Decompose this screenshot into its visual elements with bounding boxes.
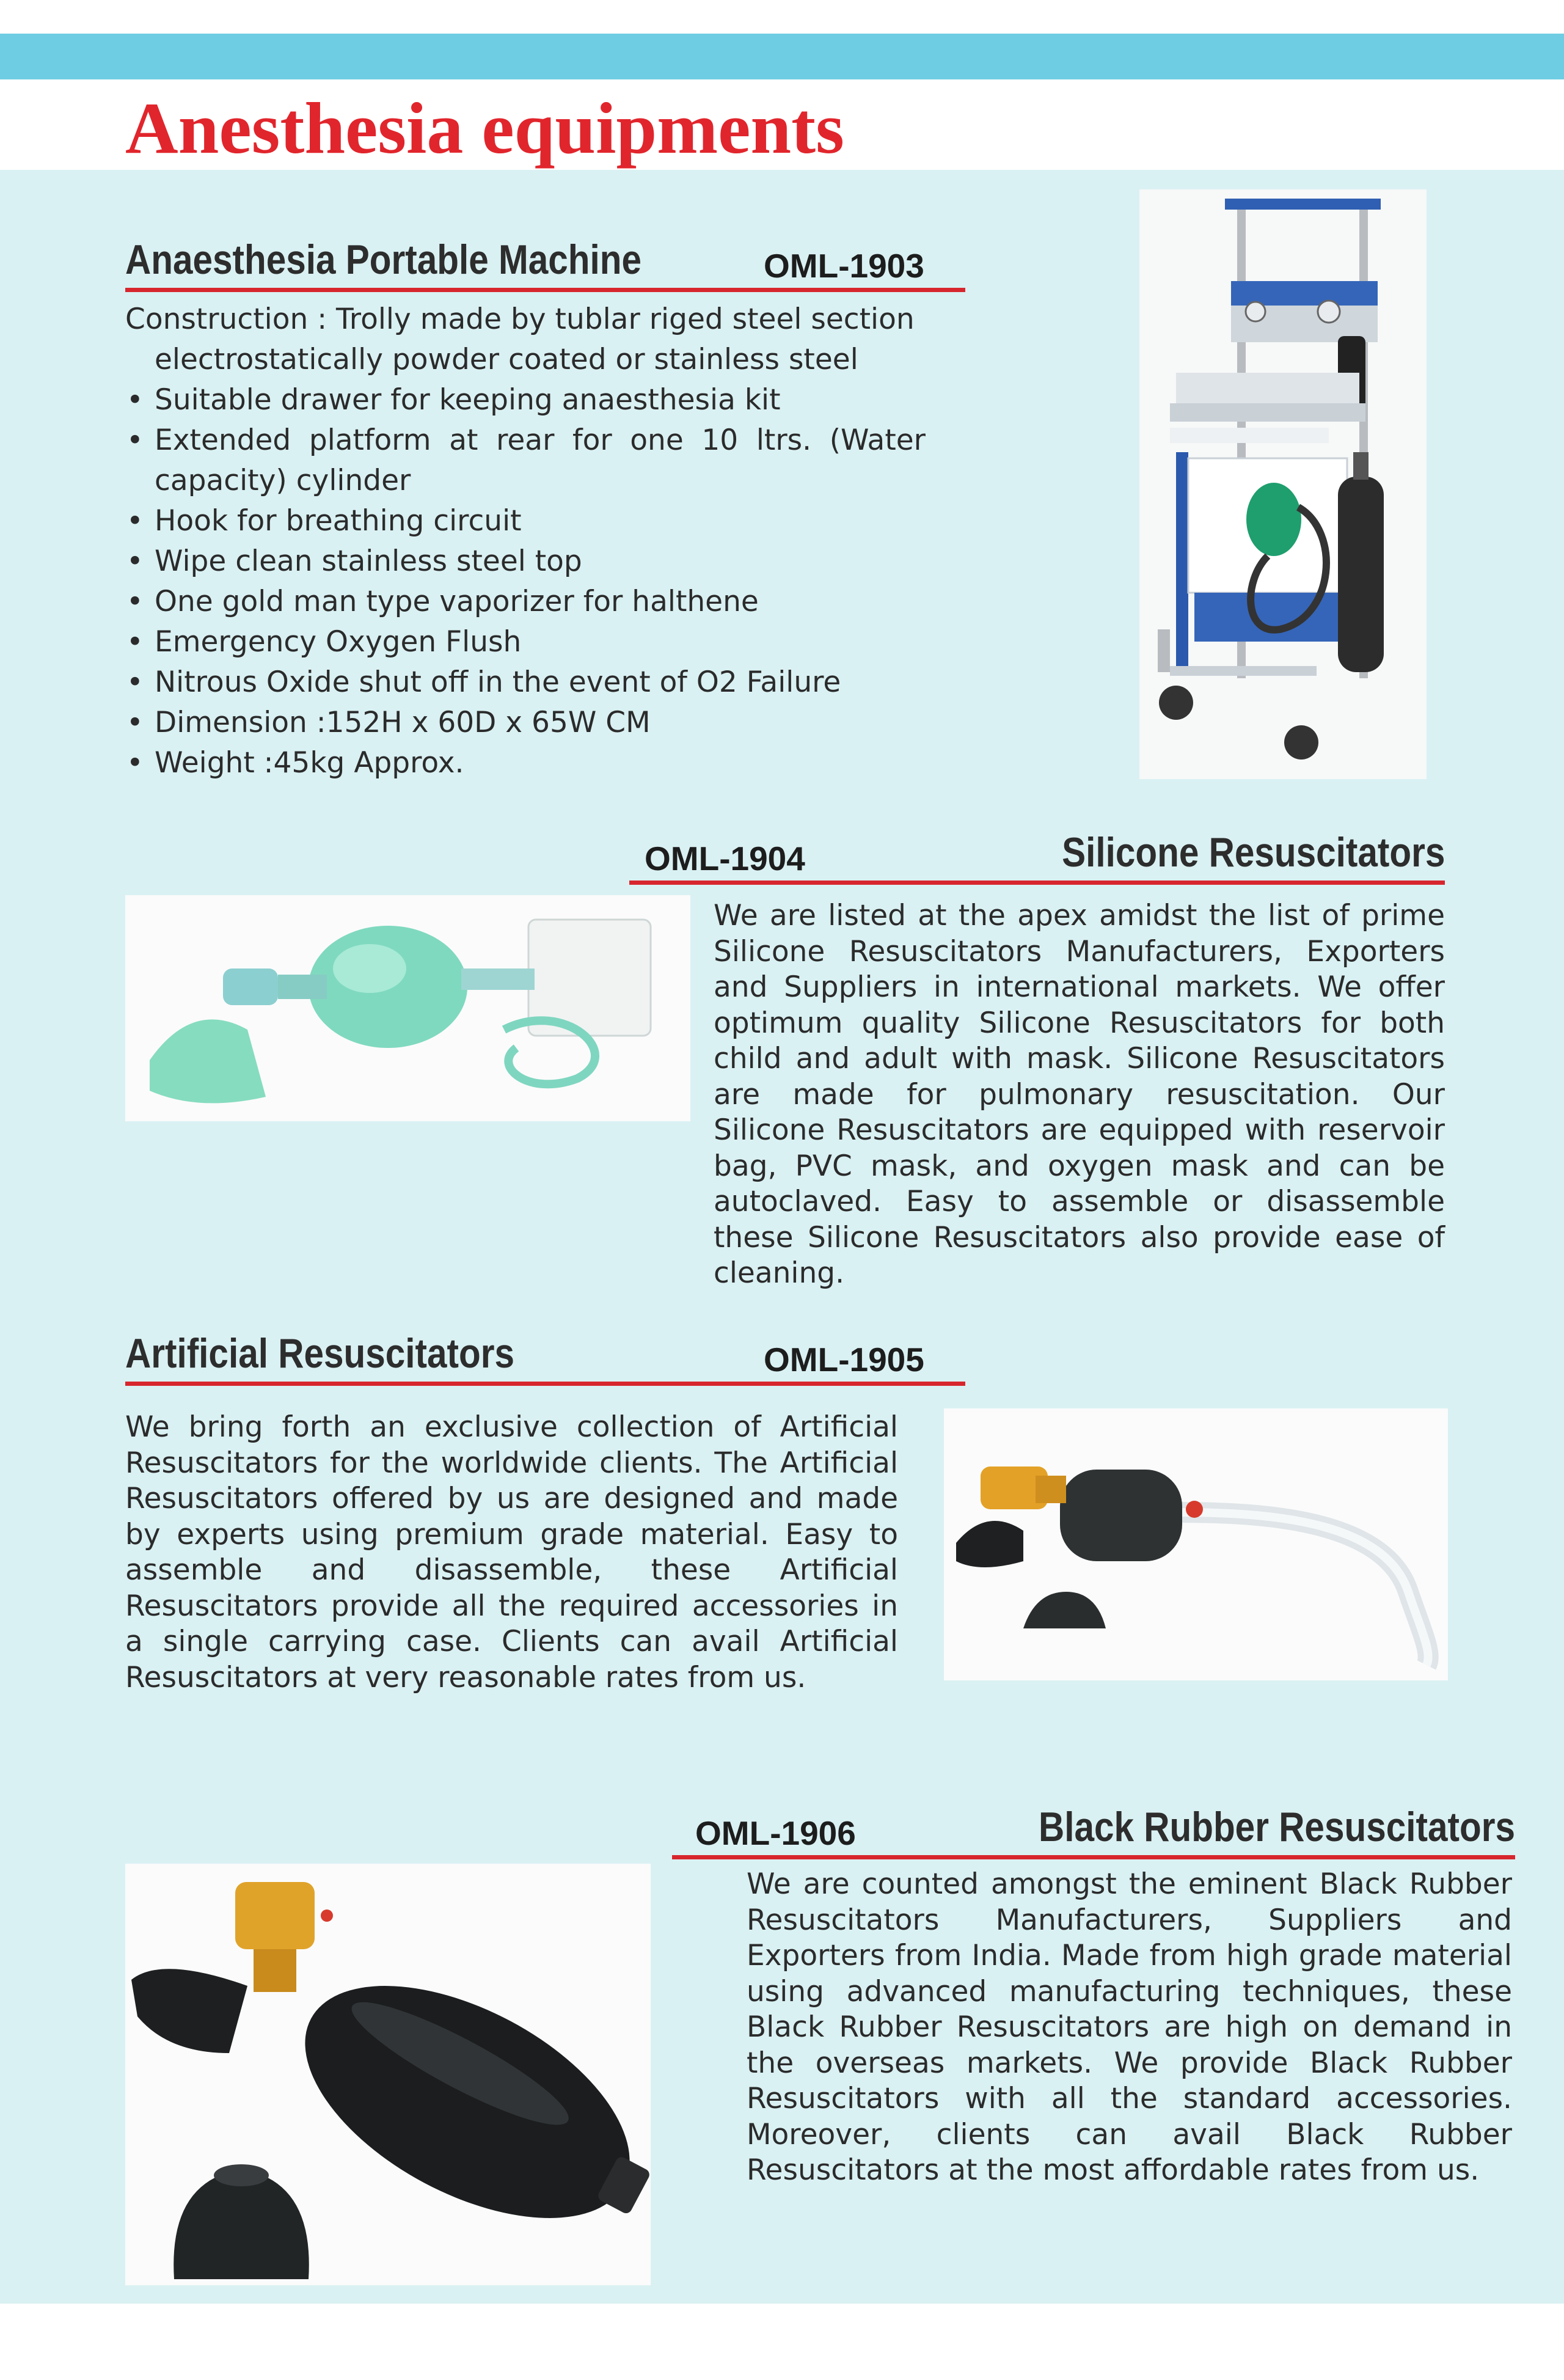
top-color-band [0,34,1564,79]
artificial-resuscitator-icon [944,1408,1448,1680]
spec-list-anaesthesia-machine [125,299,926,783]
silicone-resuscitator-icon [125,895,690,1121]
product-name: Silicone Resuscitators [1061,829,1445,876]
construction-text: Construction : Trolly made by tublar riged steel section electrostatically powder coated or stainless steel [125,302,915,376]
heading-artificial-resuscitators [125,1314,965,1386]
heading-silicone-resuscitators [629,813,1445,885]
product-code: OML-1903 [764,247,924,285]
product-code: OML-1906 [695,1814,856,1852]
description-artificial-resuscitators: We bring forth an exclusive collection of Artificial Resuscitators for the worldwide clients. The Artificial Resuscitators offered by us are designed and made by experts using premium grade material. Easy to assemble and disassemble, these Artificial Resuscitators provide all the required accessories in a single carrying case. Clients can avail Artificial Resuscitators at very reasonable rates from us. [125,1410,898,1694]
list-item: • Weight :45kg Approx. [125,743,926,783]
list-item: • Suitable drawer for keeping anaesthesia kit [125,380,926,420]
description-silicone-resuscitators: We are listed at the apex amidst the list of prime Silicone Resuscitators Manufacturers, Exporters and Suppliers in international markets. We offer optimum quality Silicone Resuscitators for both child and adult with mask. Silicone Resuscitators are made for pulmonary resuscitation. Our Silicone Resuscitators are equipped with reservoir bag, PVC mask, and oxygen mask and can be autoclaved. Easy to assemble or disassemble these Silicone Resuscitators also provide ease of cleaning. [714,899,1445,1290]
footer-strip [0,2304,1564,2380]
feature-list [125,380,926,783]
description-black-rubber-resuscitators: We are counted amongst the eminent Black Rubber Resuscitators Manufacturers, Suppliers and Exporters from India. Made from high grade material using advanced manufacturing techniques, these Black Rubber Resuscitators are high on demand in the overseas markets. We provide Black Rubber Resuscitators with all the standard accessories. Moreover, clients can avail Black Rubber Resuscitators at the most affordable rates from us. [747,1867,1512,2187]
anaesthesia-trolley-icon [1139,189,1427,779]
list-item: • Dimension :152H x 60D x 65W CM [125,703,926,743]
product-name: Artificial Resuscitators [125,1330,515,1377]
product-name: Anaesthesia Portable Machine [125,236,641,283]
list-item: • Hook for breathing circuit [125,501,926,541]
list-item: • Wipe clean stainless steel top [125,541,926,582]
product-name: Black Rubber Resuscitators [1038,1804,1515,1850]
product-code: OML-1905 [764,1341,924,1379]
product-code: OML-1904 [645,840,805,877]
list-item: • Emergency Oxygen Flush [125,622,926,662]
page-title: Anesthesia equipments [125,87,844,169]
black-rubber-resuscitator-icon [125,1864,651,2285]
list-item: • One gold man type vaporizer for halthene [125,582,926,622]
list-item: • Extended platform at rear for one 10 ltrs. (Water capacity) cylinder [125,420,926,501]
heading-black-rubber-resuscitators [672,1787,1515,1859]
list-item: • Nitrous Oxide shut off in the event of O2 Failure [125,662,926,703]
heading-anaesthesia-machine [125,220,965,292]
